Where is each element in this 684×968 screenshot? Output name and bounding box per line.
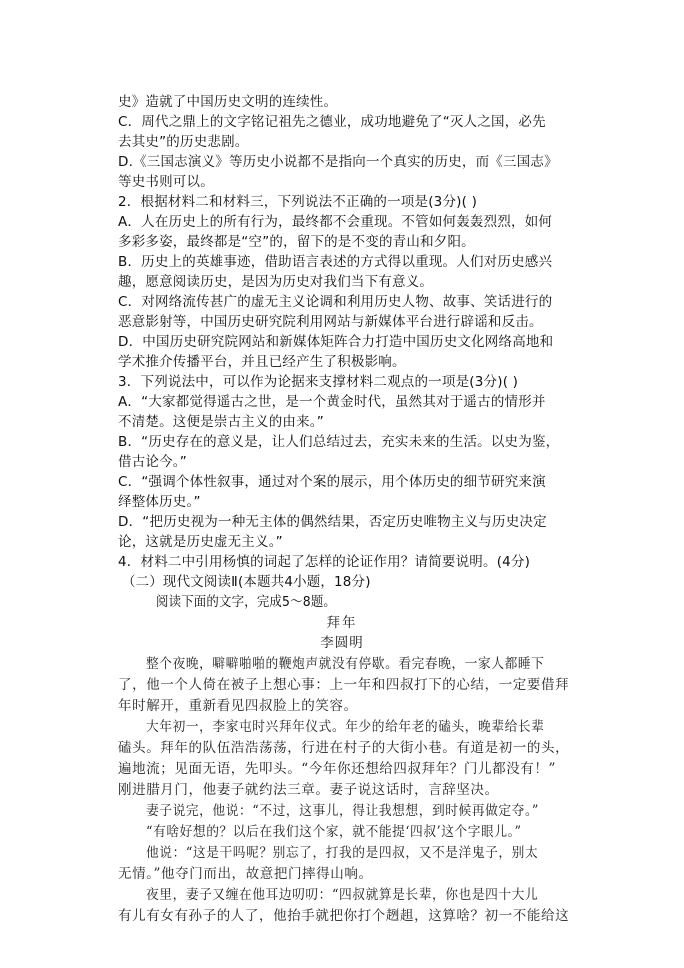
text-line: 借古论今。” <box>118 454 187 470</box>
option-d-line: D.《三国志演义》等历史小说都不是指向一个真实的历史，而《三国志》 <box>118 154 558 170</box>
story-line: 夜里，妻子又缠在他耳边叨叨：“四叔就算是长辈，你也是四十大儿 <box>146 887 539 903</box>
text-line: 史》造就了中国历史文明的连续性。 <box>118 94 338 110</box>
story-line: 磕头。拜年的队伍浩浩荡荡，行进在村子的大街小巷。有道是初一的头， <box>118 740 570 756</box>
story-line: 整个夜晚，噼噼啪啪的鞭炮声就没有停歇。看完春晚，一家人都睡下 <box>146 656 545 672</box>
option-d-line: D．中国历史研究院网站和新媒体矩阵合力打造中国历史文化网络高地和 <box>118 334 554 350</box>
story-line: 了，他一个人倚在被子上想心事：上一年和四叔打下的心结，一定要借拜 <box>118 677 570 693</box>
text-line: 绎整体历史。” <box>118 494 201 510</box>
question-2: 2．根据材料二和材料三，下列说法不正确的一项是(3分)( ) <box>118 194 478 210</box>
text-line: 恶意影射等，中国历史研究院利用网站与新媒体平台进行辟谣和反击。 <box>118 314 543 330</box>
question-4: 4．材料二中引用杨慎的词起了怎样的论证作用？请简要说明。(4分) <box>118 554 531 570</box>
story-line: 年时解开，重新看见四叔脸上的笑容。 <box>118 698 358 714</box>
story-title: 拜年 <box>326 615 358 631</box>
option-b-line: B．历史上的英雄事迹，借助语言表述的方式得以重现。人们对历史感兴 <box>118 254 553 270</box>
question-3: 3．下列说法中，可以作为论据来支撑材料二观点的一项是(3分)( ) <box>118 374 519 390</box>
option-c-line: C．对网络流传甚广的虚无主义论调和利用历史人物、故事、笑话进行的 <box>118 294 553 310</box>
story-line: 刚进腊月门，他妻子就约法三章。妻子说这话时，言辞坚决。 <box>118 782 499 798</box>
text-line: 去其史”的历史悲剧。 <box>118 134 249 150</box>
text-line: 趣，愿意阅读历史，是因为历史对我们当下有意义。 <box>118 274 434 290</box>
text-line: 学术推介传播平台，并且已经产生了积极影响。 <box>118 354 406 370</box>
option-a-line: A．人在历史上的所有行为，最终都不会重现。不管如何轰轰烈烈，如何 <box>118 214 553 230</box>
reading-instruction: 阅读下面的文字，完成5～8题。 <box>156 594 337 610</box>
story-line: 无情。”他夺门而出，故意把门摔得山响。 <box>118 866 373 882</box>
text-line: 等史书则可以。 <box>118 174 214 190</box>
option-b-line: B．“历史存在的意义是，让人们总结过去，充实未来的生活。以史为鉴， <box>118 434 560 450</box>
option-c-line: C．周代之鼎上的文字铭记祖先之德业，成功地避免了“灭人之国，必先 <box>118 114 546 130</box>
option-c-line: C．“强调个体性叙事，通过对个案的展示，用个体历史的细节研究来演 <box>118 474 546 490</box>
option-d-line: D．“把历史视为一种无主体的偶然结果，否定历史唯物主义与历史决定 <box>118 514 547 530</box>
story-line: 遍地流；见面无语，先叩头。“今年你还想给四叔拜年？门儿都没有！” <box>118 761 557 777</box>
story-line: 有儿有女有孙子的人了，他抬手就把你打个趔趄，这算啥？初一不能给这 <box>118 908 570 924</box>
story-line: 他说：“这是干吗呢？别忘了，打我的是四叔，又不是洋鬼子，别太 <box>146 845 539 861</box>
story-line: 大年初一，李家屯时兴拜年仪式。年少的给年老的磕头，晚辈给长辈 <box>146 719 545 735</box>
section-heading: （二）现代文阅读Ⅱ(本题共4小题，18分) <box>122 574 371 590</box>
text-line: 论，这就是历史虚无主义。” <box>118 534 283 550</box>
text-line: 不清楚。这便是崇古主义的由来。” <box>118 414 324 430</box>
story-line: 妻子说完，他说：“不过，这事儿，得让我想想，到时候再做定夺。” <box>146 803 539 819</box>
story-author: 李圆明 <box>320 635 364 651</box>
option-a-line: A．“大家都觉得遥古之世，是一个黄金时代，虽然其对于遥古的情形并 <box>118 394 546 410</box>
text-line: 多彩多姿，最终都是“空”的，留下的是不变的青山和夕阳。 <box>118 234 475 250</box>
story-line: “有啥好想的？以后在我们这个家，就不能提‘四叔’这个字眼儿。” <box>146 824 522 840</box>
